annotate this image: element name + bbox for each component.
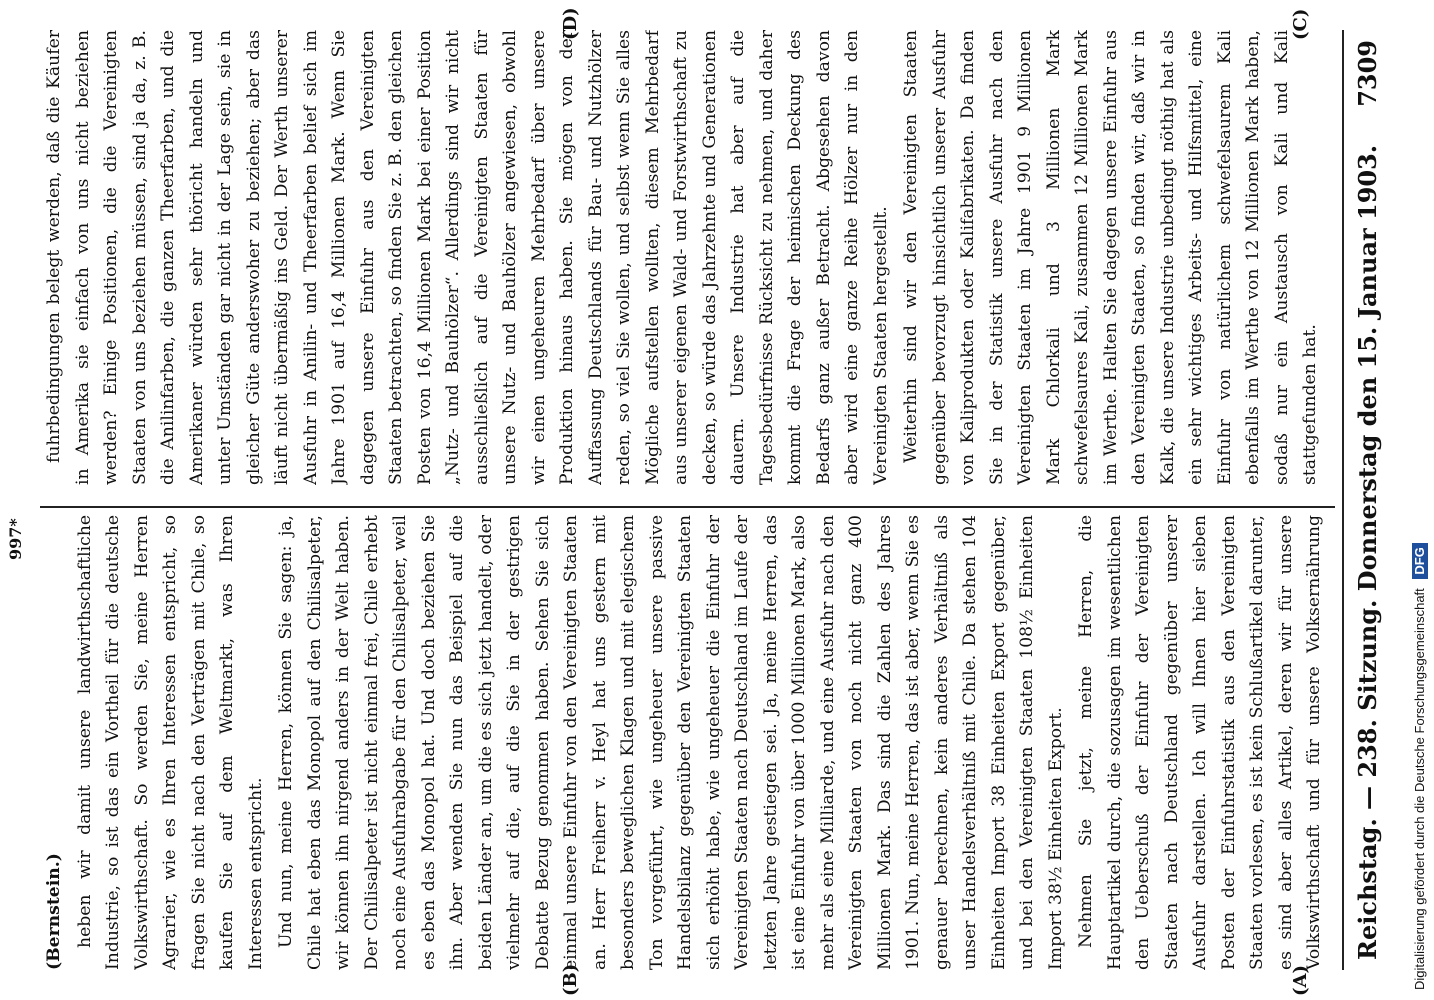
- left-text-column: [40, 515, 1330, 970]
- footer-credit: Digitalisierung gefördert durch die Deutsche Forschungsgemeinschaft: [1412, 588, 1427, 990]
- margin-mark-a: (A): [1290, 965, 1311, 996]
- header-page-number: 7309: [1353, 40, 1382, 107]
- paragraph: Und nun, meine Herren, können Sie sagen: ja, Chile hat eben das Monopol auf den Chilisalpeter, wir können ihn nirgend anders in der Welt haben. Der Chilisalpeter ist nicht einmal frei, Chile erhebt noch eine Ausfuhrabgabe für den Chilisalpeter, weil es eben das Monopol hat. Und doch beziehen Sie ihn. Aber wenden Sie nun das Beispiel auf die beiden Länder an, um die es sich jetzt handelt, oder vielmehr auf die, auf die Sie in der gestrigen Debatte Bezug genommen haben. Sehen Sie sich einmal unsere Einfuhr von den Vereinigten Staaten an. Herr Freiherr v. Heyl hat uns gestern mit besonders beweglichen Klagen und mit elegischem Ton vorgeführt, wie ungeheuer unsere passive Handelsbilanz gegenüber den Vereinigten Staaten sich erhöht habe, wie ungeheuer die Einfuhr der Vereinigten Staaten nach Deutschland im Laufe der letzten Jahre gestiegen sei. Ja, meine Herren, das ist eine Einfuhr von über 1000 Millionen Mark, also mehr als eine Milliarde, und eine Ausfuhr nach den Vereinigten Staaten von noch nicht ganz 400 Millionen Mark. Das sind die Zahlen des Jahres 1901. Nun, meine Herren, das ist aber, wenn Sie es genauer berechnen, kein anderes Verhältniß als unser Handelsverhältniß mit Chile. Da stehen 104 Einheiten Import 38 Einheiten Export gegenüber, und bei den Vereinigten Staaten 108½ Einheiten Import 38½ Einheiten Export.: [276, 515, 1066, 970]
- paragraph: [1327, 30, 1331, 485]
- paragraph: fuhrbedingungen belegt werden, daß die Käufer in Amerika sie einfach von uns nicht beziehen werden? Einige Positionen, die die Vereinigten Staaten von uns beziehen müssen, sind ja da, z. B. die Anilinfarben, die ganzen Theerfarben, und die Amerikaner würden sehr thöricht handeln und unter Umständen gar nicht in der Lage sein, sie in gleicher Güte anderswoher zu beziehen; aber das läuft nicht übermäßig ins Geld. Der Werth unserer Ausfuhr in Anilin- und Theerfarben belief sich im Jahre 1901 auf 16,4 Millionen Mark. Wenn Sie dagegen unsere Einfuhr aus den Vereinigten Staaten betrachten, so finden Sie z. B. den gleichen Posten von 16,4 Millionen Mark bei einer Position „Nutz- und Bauhölzer“. Allerdings sind wir nicht ausschließlich auf die Vereinigten Staaten für unsere Nutz- und Bauhölzer angewiesen, obwohl wir einen ungeheuren Mehrbedarf über unsere Produktion hinaus haben. Sie mögen von der Auffassung Deutschlands für Bau- und Nutzhölzer reden, so viel Sie wollen, und selbst wenn Sie alles Mögliche aufstellen wollten, diesem Mehrbedarf aus unserer eigenen Wald- und Forstwirthschaft zu decken, so würde das Jahrzehnte und Generationen dauern. Unsere Industrie hat aber auf die Tagesbedürfnisse Rücksicht zu nehmen, und daher kommt die Frage der heimischen Deckung des Bedarfs ganz außer Betracht. Abgesehen davon aber wird eine ganze Reihe Hölzer nur in den Vereinigten Staaten hergestellt.: [44, 30, 891, 485]
- paragraph: Nehmen Sie jetzt, meine Herren, die Hauptartikel durch, die sozusagen im wesentlichen den Ueberschuß der Einfuhr der Vereinigten Staaten nach Deutschland gegenüber unserer Ausfuhr darstellen. Ich will Ihnen hier sieben Posten der Einfuhrstatistik aus den Vereinigten Staaten vorlesen, es ist kein Schlußartikel darunter, es sind aber alles Artikel, deren wir für unsere Volkswirthschaft und für unsere Volksernährung: [1076, 515, 1324, 970]
- page-header: [1348, 30, 1388, 970]
- footer-text-wrap: [1408, 0, 1432, 1000]
- margin-mark-b: (B): [560, 963, 581, 996]
- header-title: Reichstag. — 238. Sitzung. Donnerstag den 15. Januar 1903.: [1353, 144, 1382, 960]
- speaker-label: (Bernstein.): [44, 853, 64, 970]
- column-divider: [40, 506, 1335, 508]
- paragraph: heben wir damit unsere landwirthschaftliche Industrie, so ist das ein Vortheil für die deutsche Volkswirthschaft. So werden Sie, meine Herren Agrarier, wie es Ihren Interessen entspricht, so fragen Sie nicht nach den Verträgen mit Chile, so kaufen Sie auf dem Weltmarkt, was Ihren Interessen entspricht.: [74, 515, 266, 970]
- margin-mark-d: (D): [560, 7, 581, 40]
- paragraph: Weiterhin sind wir den Vereinigten Staaten gegenüber bevorzugt hinsichtlich unserer Ausfuhr von Kaliprodukten oder Kalifabrikaten. Da finden Sie in der Statistik unsere Ausfuhr nach den Vereinigten Staaten im Jahre 1901 9 Millionen Mark Chlorkali und 3 Millionen Mark schwefelsaures Kali, zusammen 12 Millionen Mark im Werthe. Halten Sie dagegen unsere Einfuhr aus den Vereinigten Staaten, so finden wir, daß wir in Kalk, die unsere Industrie unbedingt nöthig hat als ein sehr wichtiges Arbeits- und Hilfsmittel, eine Einfuhr von natürlichem schwefelsaurem Kali ebenfalls im Werthe von 12 Millionen Mark haben, sodaß nur ein Austausch von Kali und Kali stattgefunden hat.: [901, 30, 1320, 485]
- margin-mark-c: (C): [1290, 8, 1311, 40]
- right-text-column: [40, 30, 1330, 485]
- page-signature: 997*: [6, 518, 25, 560]
- dfg-logo-icon: DFG: [1412, 543, 1428, 578]
- digitization-footer: [1408, 0, 1432, 1000]
- header-rule: [1342, 30, 1344, 970]
